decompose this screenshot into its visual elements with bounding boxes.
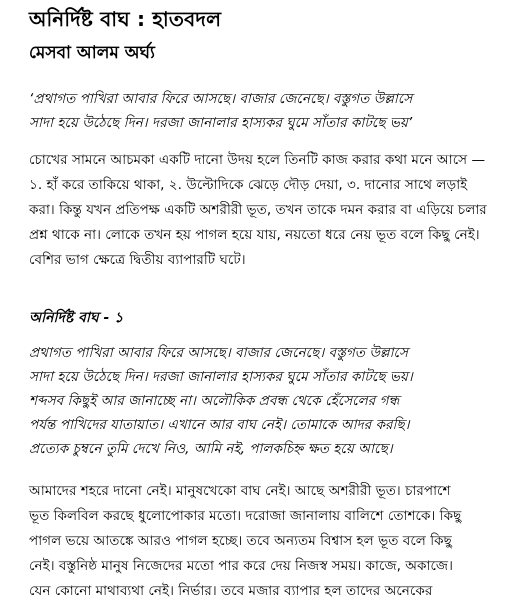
paragraph-line: করা। কিন্তু যখন প্রতিপক্ষ একটি অশরীরী ভূত, তখন তাকে দমন করার বা এড়িয়ে চলার [29, 202, 487, 218]
poem-line: সাদা হয়ে উঠেছে দিন। দরজা জানালার হাস্যকর ঘুমে সাঁতার কাটছে ভয়। [29, 369, 413, 385]
paragraph-line: চোখের সামনে আচমকা একটি দানো উদয় হলে তিনটি কাজ করার কথা মনে আসে — [29, 152, 486, 168]
poem-line: শব্দসব কিছুই আর জানাচ্ছে না। অলৌকিক প্রবন্ধ থেকে হেঁসেলের গন্ধ [29, 393, 400, 409]
paragraph-line: যেন কোনো মাথাব্যথা নেই। নির্ভার। তবে মজার ব্যাপার হল তাদের অনেকের [29, 583, 433, 599]
paragraph-line: পাগল ভয়ে আতঙ্কে আরও পাগল হচ্ছে। তবে অন্যতম বিশ্বাস হল ভূত বলে কিছু [29, 533, 452, 549]
paragraph-line: ভূত কিলবিল করছে ধুলোপোকার মতো। দরোজা জানালায় বালিশে তোশকে। কিছু [29, 508, 462, 524]
paragraph-line: প্রশ্ন থাকে না। লোকে তখন হয় পাগল হয়ে যায়, নয়তো ধরে নেয় ভূত বলে কিছু নেই। [29, 227, 480, 243]
poem-line: প্রথাগত পাখিরা আবার ফিরে আসছে। বাজার জেনেছে। বস্তুগত উল্লাসে [29, 345, 408, 361]
paragraph-line: বেশির ভাগ ক্ষেত্রে দ্বিতীয় ব্যাপারটি ঘটে। [29, 252, 246, 268]
poem-line: প্রত্যেক চুম্বনে তুমি দেখে নিও, আমি নই, পালকচিহ্ন ক্ষত হয়ে আছে। [29, 441, 393, 457]
author-name: মেসবা আলম অর্ঘ্য [29, 43, 155, 63]
paragraph-line: আমাদের শহরে দানো নেই। মানুষখেকো বাঘ নেই। আছে অশরীরী ভূত। চারপাশে [29, 483, 451, 499]
epigraph-line: ‘প্রথাগত পাখিরা আবার ফিরে আসছে। বাজার জেনেছে। বস্তুগত উল্লাসে [29, 91, 413, 107]
paragraph-line: নেই। বস্তুনিষ্ঠ মানুষ নিজেদের মতো পার করে দেয় নিজস্ব সময়। কাজে, অকাজে। [29, 558, 453, 574]
paragraph-line: ১. হাঁ করে তাকিয়ে থাকা, ২. উল্টোদিকে ঝেড়ে দৌড় দেয়া, ৩. দানোর সাথে লড়াই [29, 177, 468, 193]
epigraph-line: সাদা হয়ে উঠেছে দিন। দরজা জানালার হাস্যকর ঘুমে সাঁতার কাটছে ভয়’ [29, 115, 413, 131]
document-title: অনির্দিষ্ট বাঘ : হাতবদল [29, 7, 222, 31]
poem-line: পর্যন্ত পাখিদের যাতায়াত। এখানে আর বাঘ নেই। তোমাকে আদর করছি। [29, 417, 410, 433]
section-heading: অনির্দিষ্ট বাঘ - ১ [29, 310, 124, 326]
